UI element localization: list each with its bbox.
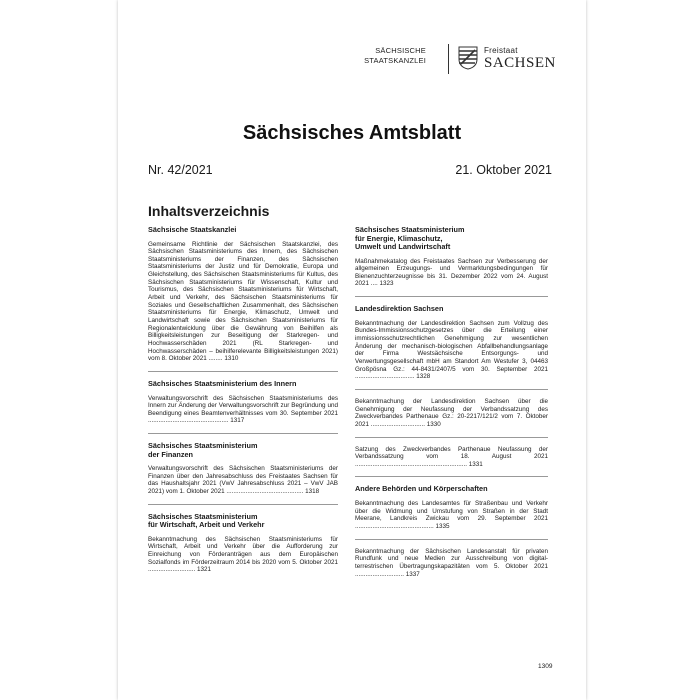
entry-text: Bekanntmachung des Landesamtes für Straßenbau und Verkehr über die Widmung und Umstufung von Straßen in der Stadt Meerane, Landkreis Zwickau vom 29. September 2021: [355, 499, 548, 523]
toc-section: [355, 305, 548, 468]
entry-page: 1310: [224, 355, 239, 363]
section-divider: [148, 371, 338, 372]
section-divider: [355, 476, 548, 477]
entry-text: Bekanntmachung der Landesdirektion Sachsen über die Genehmigung der Neufassung der Verbandssatzung des Zweckverbandes Parthenaue Gz.: 20-2217/121/2 vom 7. Oktober 2021: [355, 397, 548, 428]
section-heading: Sächsisches Staatsministerium für Wirtschaft, Arbeit und Verkehr: [148, 511, 265, 530]
coat-of-arms-icon: [458, 46, 478, 70]
entry-text: Satzung des Zweckverbandes Parthenaue Neufassung der Verbandssatzung vom 18. August 2021: [355, 445, 548, 461]
logo-block: [364, 44, 568, 76]
kanzlei-line-1: SÄCHSISCHE: [375, 46, 426, 55]
toc-entry[interactable]: Maßnahmekatalog des Freistaates Sachsen zur Verbesserung der allgemeinen Erzeugungs- und Vermarktungsbedingungen für Bienenzuchterzeugnisse bis 31. Dezember 2022 vom 24. August 2021 .... 1323: [355, 257, 548, 288]
toc-section: [355, 485, 548, 578]
entry-divider: [355, 389, 548, 390]
toc-heading: Inhaltsverzeichnis: [148, 203, 270, 219]
entry-text: Bekanntmachung der Sächsischen Landesanstalt für privaten Rundfunk und neue Medien zur Ausschreibung von digital-terrestrischen Übertragungskapazitäten vom 5. Oktober 2021: [355, 547, 548, 570]
entry-text: Maßnahmekatalog des Freistaates Sachsen zur Verbesserung der allgemeinen Erzeugungs- und Vermarktungsbedingungen für Bienenzuchterzeugnisse bis 31. Dezember 2022 vom 24. August 2021: [355, 257, 548, 288]
toc-entry[interactable]: Verwaltungsvorschrift des Sächsischen Staatsministeriums des Innern zur Änderung der Verwaltungsvorschrift zur Begründung und Beendigung eines Beamtenverhältnisses vom 30. September 2021 .............................................. 1317: [148, 394, 338, 425]
entry-page: 1331: [468, 460, 483, 468]
entry-text: Verwaltungsvorschrift des Sächsischen Staatsministeriums der Finanzen über den Jahresabschluss des Freistaates Sachsen für das Haushaltsjahr 2021 (VwV Jahresabschluss 2021 – VwV JAB 2021) vom 1. Oktober 2021: [148, 465, 338, 496]
section-heading: Landesdirektion Sachsen: [355, 304, 444, 314]
entry-text: Gemeinsame Richtlinie der Sächsischen Staatskanzlei, des Sächsischen Staatsministeriums des Innern, des Sächsischen Staatsministeriums der Finanzen, des Sächsischen Staatsministeriums der Justiz und für Demokratie, Europa und Gleichstellung, des Sächsischen Staatsministeriums für Kultus, des Sächsischen Staatsministeriums für Wissenschaft, Kultur und Tourismus, des Sächsischen Staatsministeriums für Wirtschaft, Arbeit und Verkehr, des Sächsischen Staatsministeriums für Soziales und Gesellschaftlichen Zusammenhalt, des Sächsischen Staatsministeriums für Energie, Klimaschutz, Umwelt und Landwirtschaft sowie des Sächsischen Staatsministeriums für Regionalentwicklung über die Gewährung von Beihilfen als Billigkeitsleistungen zur Beseitigung der Starkregen- und Hochwasserschäden 2021 (RL Starkregen- und Hochwasserschäden – beihilferelevante Billigkeitsleistungen 2021) vom 8. Oktober 2021: [148, 240, 338, 363]
toc-section: [355, 226, 548, 288]
entry-page: 1318: [305, 488, 320, 496]
toc-right-column: [355, 226, 548, 586]
toc-section: [148, 442, 338, 496]
sachsen-label: SACHSEN: [484, 55, 556, 71]
entry-divider: [355, 539, 548, 540]
toc-entry[interactable]: Bekanntmachung der Landesdirektion Sachsen über die Genehmigung der Neufassung der Verbandssatzung des Zweckverbandes Parthenaue Gz.: 20-2217/121/2 vom 7. Oktober 2021 ............................... 1330: [355, 397, 548, 428]
section-divider: [148, 504, 338, 505]
toc-left-column: [148, 226, 338, 582]
entry-text: Verwaltungsvorschrift des Sächsischen Staatsministeriums des Innern zur Änderung der Verwaltungsvorschrift zur Begründung und Beendigung eines Beamtenverhältnisses vom 30. September 2021: [148, 394, 338, 417]
toc-entry[interactable]: Gemeinsame Richtlinie der Sächsischen Staatskanzlei, des Sächsischen Staatsministeriums des Innern, des Sächsischen Staatsministeriums der Finanzen, des Sächsischen Staatsministeriums der Justiz und für Demokratie, Europa und Gleichstellung, des Sächsischen Staatsministeriums für Kultus, des Sächsischen Staatsministeriums für Wissenschaft, Kultur und Tourismus, des Sächsischen Staatsministeriums für Wirtschaft, Arbeit und Verkehr, des Sächsischen Staatsministeriums für Soziales und Gesellschaftlichen Zusammenhalt, des Sächsischen Staatsministeriums für Energie, Klimaschutz, Umwelt und Landwirtschaft sowie des Sächsischen Staatsministeriums für Regionalentwicklung über die Gewährung von Beihilfen als Billigkeitsleistungen zur Beseitigung der Starkregen- und Hochwasserschäden 2021 (RL Starkregen- und Hochwasserschäden – beihilferelevante Billigkeitsleistungen 2021) vom 8. Oktober 2021 ........ 1310: [148, 240, 338, 363]
page-number: 1309: [538, 663, 553, 670]
toc-entry[interactable]: Bekanntmachung der Sächsischen Landesanstalt für privaten Rundfunk und neue Medien zur Ausschreibung von digital-terrestrischen Übertragungskapazitäten vom 5. Oktober 2021 ............................ 1337: [355, 547, 548, 578]
section-heading: Sächsische Staatskanzlei: [148, 225, 237, 234]
toc-section: [148, 380, 338, 425]
section-heading: Andere Behörden und Körperschaften: [355, 484, 488, 494]
logo-separator: [448, 44, 449, 74]
entry-page: 1321: [197, 566, 212, 574]
section-heading: Sächsisches Staatsministerium des Innern: [148, 379, 297, 388]
entry-page: 1317: [230, 417, 245, 425]
entry-page: 1337: [405, 570, 420, 578]
toc-entry[interactable]: Bekanntmachung des Landesamtes für Straßenbau und Verkehr über die Widmung und Umstufung von Straßen in der Stadt Meerane, Landkreis Zwickau vom 29. September 2021 ............................................. 1335: [355, 499, 548, 530]
entry-page: 1330: [426, 420, 441, 428]
toc-section: [148, 513, 338, 574]
toc-section: [148, 226, 338, 363]
page-title: Sächsisches Amtsblatt: [242, 122, 462, 144]
freistaat-label: Freistaat: [484, 46, 518, 55]
entry-divider: [355, 437, 548, 438]
section-heading: Sächsisches Staatsministerium der Finanzen: [148, 441, 258, 459]
staatskanzlei-wordmark: [364, 46, 426, 66]
entry-page: 1335: [435, 522, 450, 530]
section-divider: [355, 296, 548, 297]
entry-text: Bekanntmachung der Landesdirektion Sachsen zum Vollzug des Bundes-Immissionsschutzgesetzes über die Erteilung einer immissionsschutzrechtlichen Genehmigung zur wesentlichen Änderung der mechanisch-biologischen Abfallbehandlungsanlage der Firma Westsächsische Entsorgungs- und Verwertungsgesellschaft mbH am Standort Am Westufer 3, 04463 Großpösna Gz.: 44-8431/2407/5 vom 30. September 2021: [355, 319, 548, 373]
entry-text: Bekanntmachung des Sächsischen Staatsministeriums für Wirtschaft, Arbeit und Verkehr über die Aufforderung zur Einreichung von Förderanträgen aus dem Europäischen Sozialfonds im Förderzeitraum 2014 bis 2020 vom 5. Oktober 2021: [148, 535, 338, 566]
toc-entry[interactable]: Bekanntmachung der Landesdirektion Sachsen zum Vollzug des Bundes-Immissionsschutzgesetzes über die Erteilung einer immissionsschutzrechtlichen Genehmigung zur wesentlichen Änderung der mechanisch-biologischen Abfallbehandlungsanlage der Firma Westsächsische Entsorgungs- und Verwertungsgesellschaft mbH am Standort Am Westufer 3, 04463 Großpösna Gz.: 44-8431/2407/5 vom 30. September 2021 .................................. 1328: [355, 319, 548, 381]
toc-entry[interactable]: Bekanntmachung des Sächsischen Staatsministeriums für Wirtschaft, Arbeit und Verkehr über die Aufforderung zur Einreichung von Förderanträgen aus dem Europäischen Sozialfonds im Förderzeitraum 2014 bis 2020 vom 5. Oktober 2021 ........................... 1321: [148, 535, 338, 574]
section-heading: Sächsisches Staatsministerium für Energie, Klimaschutz, Umwelt und Landwirtschaft: [355, 225, 465, 251]
entry-page: 1328: [416, 373, 431, 381]
section-divider: [148, 433, 338, 434]
toc-entry[interactable]: Verwaltungsvorschrift des Sächsischen Staatsministeriums der Finanzen über den Jahresabschluss des Freistaates Sachsen für das Haushaltsjahr 2021 (VwV Jahresabschluss 2021 – VwV JAB 2021) vom 1. Oktober 2021 ............................................ 1318: [148, 465, 338, 496]
entry-page: 1323: [379, 280, 394, 288]
issue-date: 21. Oktober 2021: [455, 163, 552, 177]
issue-number: Nr. 42/2021: [148, 163, 213, 177]
kanzlei-line-2: STAATSKANZLEI: [364, 56, 426, 65]
toc-entry[interactable]: Satzung des Zweckverbandes Parthenaue Neufassung der Verbandssatzung vom 18. August 2021 ................................................................ 1331: [355, 445, 548, 468]
